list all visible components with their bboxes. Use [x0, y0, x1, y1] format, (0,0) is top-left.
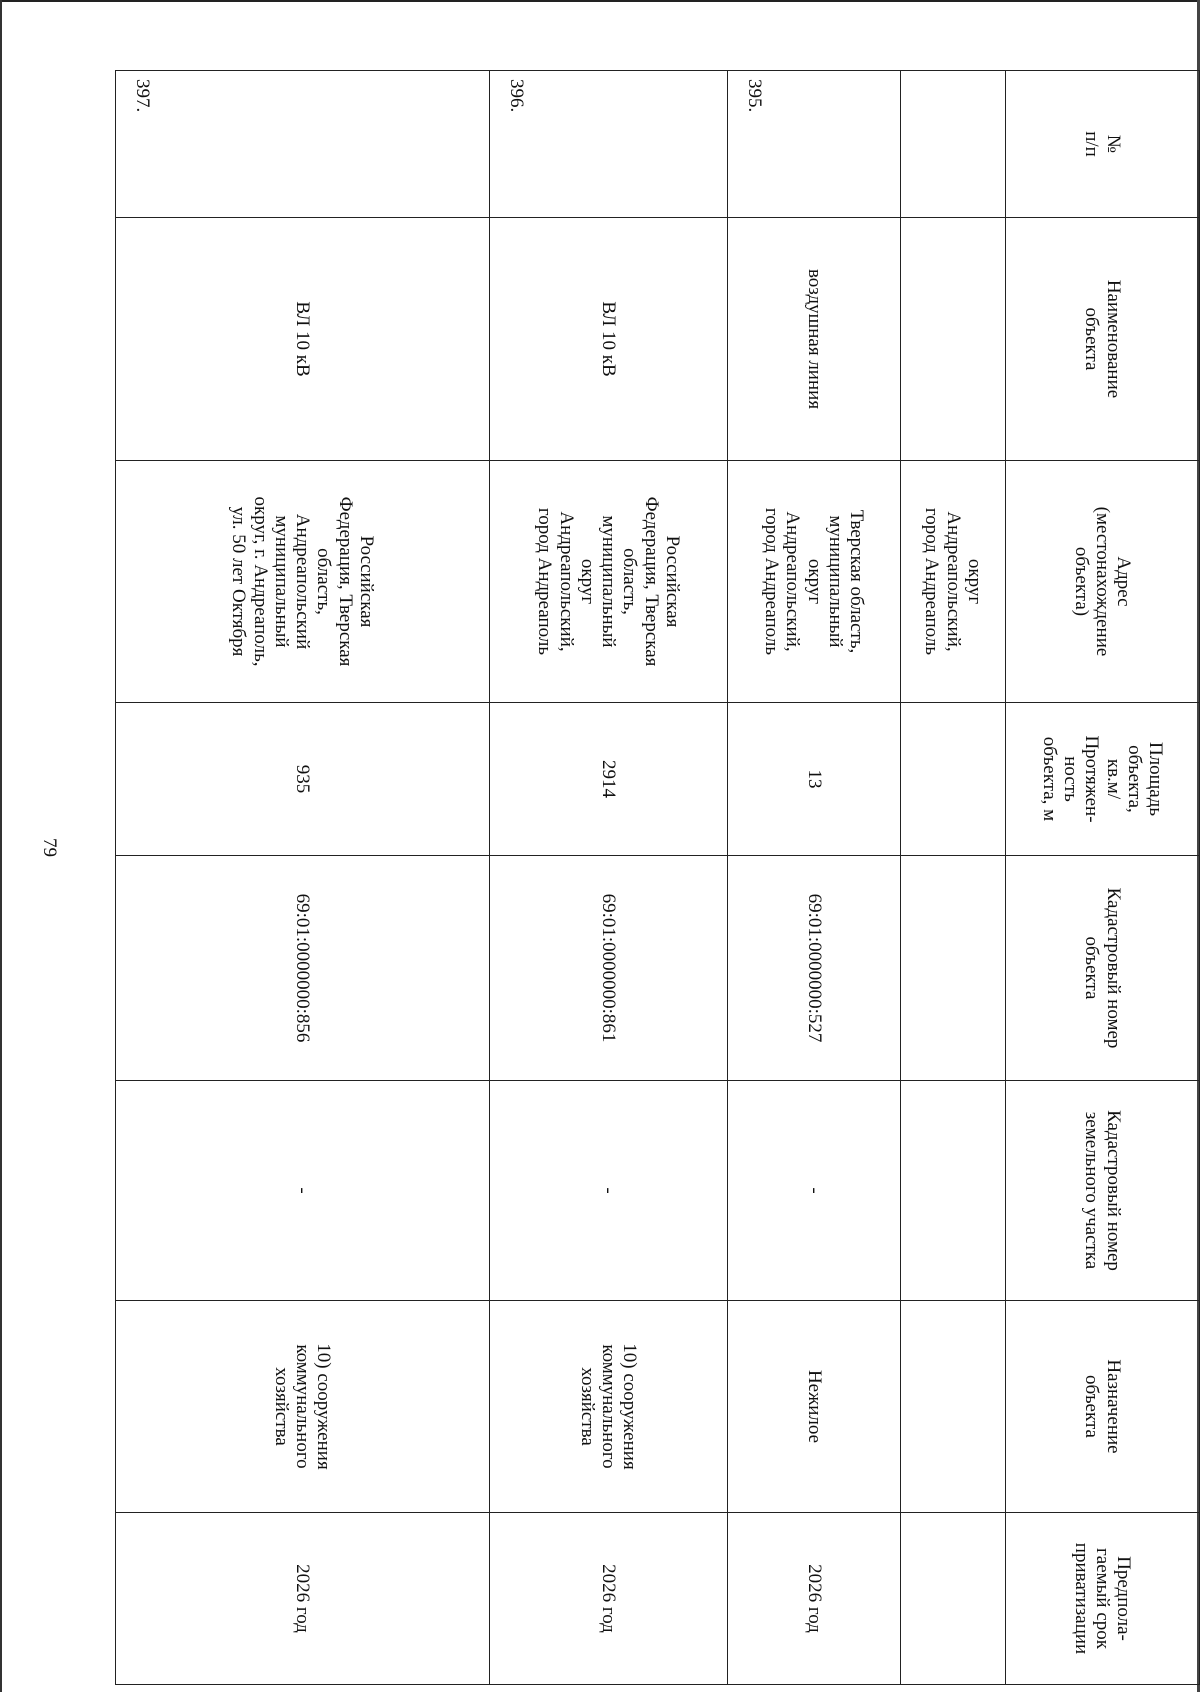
table-row	[490, 71, 728, 1685]
cell-purpose: 10) сооружения коммунального хозяйства	[490, 1301, 728, 1513]
header-cadastral-object: Кадастровый номер объекта	[1006, 856, 1200, 1081]
cell-purpose: Нежилое	[728, 1301, 901, 1513]
cell-name	[901, 218, 1006, 461]
cell-address: Российская Федерация, Тверская область, муниципальный округ Андреапольский, город Андреаполь	[490, 461, 728, 703]
cell-area: 2914	[490, 703, 728, 856]
header-cadastral-land: Кадастровый номер земельного участка	[1006, 1081, 1200, 1301]
cell-cadastral-land: -	[490, 1081, 728, 1301]
cell-number	[901, 71, 1006, 218]
cell-term	[901, 1513, 1006, 1685]
table-row	[116, 71, 490, 1685]
cell-cadastral-object: 69:01:0000000:861	[490, 856, 728, 1081]
cell-number: 396.	[490, 71, 728, 218]
table-row-continuation	[901, 71, 1006, 1685]
cell-area: 935	[116, 703, 490, 856]
cell-name: ВЛ 10 кВ	[490, 218, 728, 461]
cell-cadastral-object	[901, 856, 1006, 1081]
cell-name: ВЛ 10 кВ	[116, 218, 490, 461]
cell-purpose	[901, 1301, 1006, 1513]
cell-term: 2026 год	[116, 1513, 490, 1685]
header-area: Площадь объекта, кв.м/ Протяжен- ность объекта, м	[1006, 703, 1200, 856]
cell-number: 395.	[728, 71, 901, 218]
header-name: Наименование объекта	[1006, 218, 1200, 461]
table-row	[728, 71, 901, 1685]
cell-name: воздушная линия	[728, 218, 901, 461]
cell-area: 13	[728, 703, 901, 856]
cell-number: 397.	[116, 71, 490, 218]
header-purpose: Назначение объекта	[1006, 1301, 1200, 1513]
cell-address: Тверская область, муниципальный округ Андреапольский, город Андреаполь	[728, 461, 901, 703]
cell-cadastral-land: -	[116, 1081, 490, 1301]
cell-cadastral-land: -	[728, 1081, 901, 1301]
cell-purpose: 10) сооружения коммунального хозяйства	[116, 1301, 490, 1513]
cell-term: 2026 год	[728, 1513, 901, 1685]
cell-area	[901, 703, 1006, 856]
page-number: 79	[39, 838, 60, 857]
cell-term: 2026 год	[490, 1513, 728, 1685]
cell-cadastral-land	[901, 1081, 1006, 1301]
cell-address: Российская Федерация, Тверская область, Андреапольский муниципальный округ, г. Андреаполь, ул. 50 лет Октября	[116, 461, 490, 703]
header-row	[1006, 71, 1200, 1685]
header-number: № п/п	[1006, 71, 1200, 218]
cell-address: округ Андреапольский, город Андреаполь	[901, 461, 1006, 703]
privatization-table	[115, 70, 1200, 1685]
header-term: Предпола- гаемый срок приватизации	[1006, 1513, 1200, 1685]
cell-cadastral-object: 69:01:0000000:856	[116, 856, 490, 1081]
cell-cadastral-object: 69:01:0000000:527	[728, 856, 901, 1081]
header-address: Адрес (местонахождение объекта)	[1006, 461, 1200, 703]
